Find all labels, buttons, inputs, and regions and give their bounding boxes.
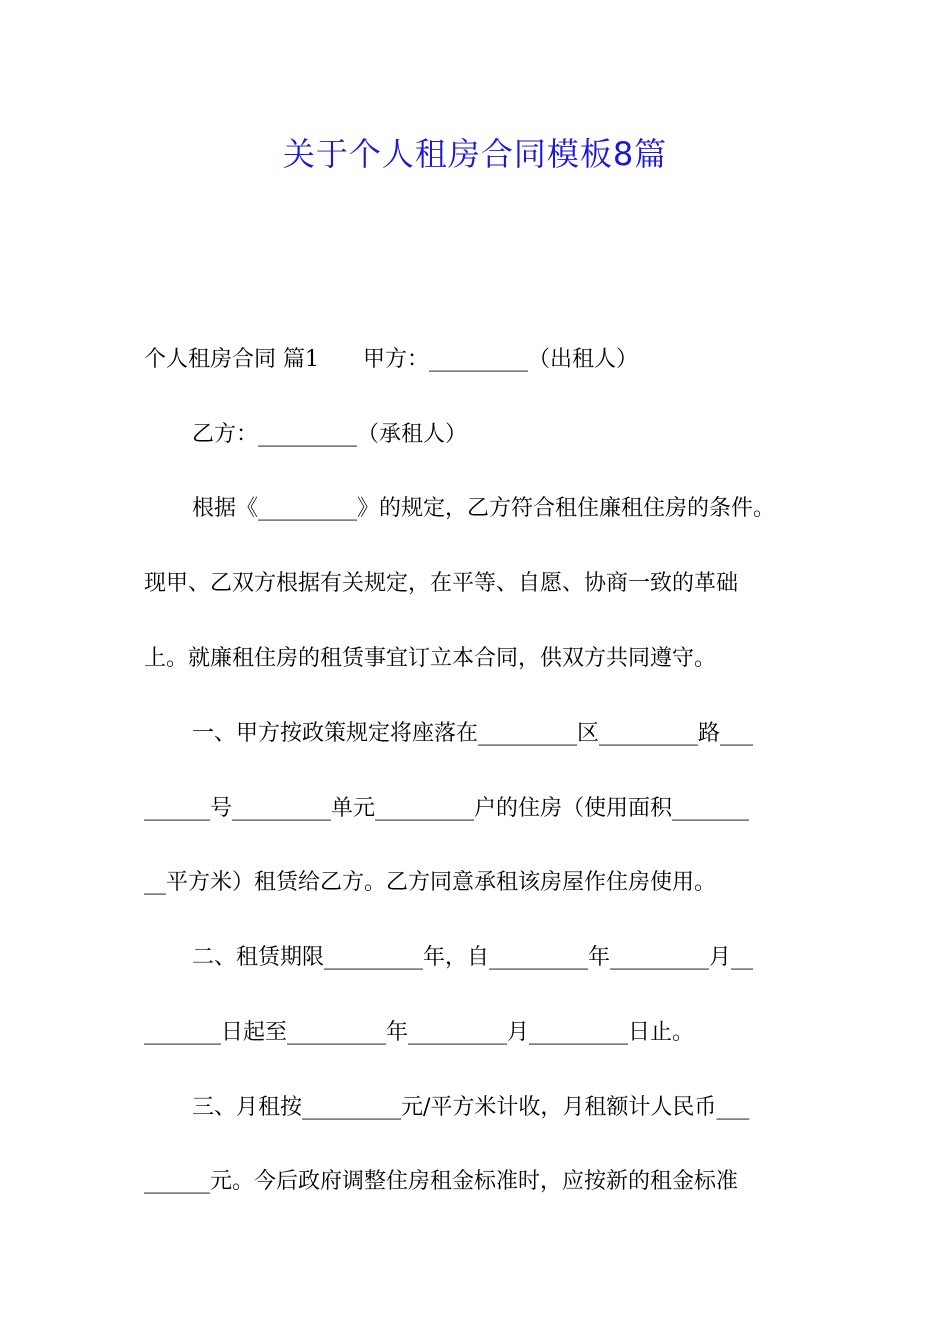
contract-heading-line [144, 345, 824, 375]
document-title: 关于个人租房合同模板8篇 [282, 135, 668, 173]
paragraph-line: 三、月租按_________元/平方米计收，月租额计人民币___ [192, 1095, 750, 1120]
paragraph-line: 一、甲方按政策规定将座落在_________区_________路___ [192, 721, 754, 746]
paragraph-line: 根据《_________》的规定，乙方符合租住廉租住房的条件。 [192, 496, 776, 521]
paragraph-line: ______号_________单元_________户的住房（使用面积_______ [144, 796, 750, 821]
paragraph-line: 上。就廉租住房的租赁事宜订立本合同，供双方共同遵守。 [144, 646, 717, 671]
paragraph-line: 二、租赁期限_________年，自_________年_________月__ [192, 945, 754, 970]
contract-section-label: 个人租房合同 篇1 [144, 347, 319, 372]
party-b-line: 乙方：_________（承租人） [192, 422, 468, 447]
paragraph-line: _______日起至_________年_________月_________日止。 [144, 1020, 695, 1045]
paragraph-line: __平方米）租赁给乙方。乙方同意承租该房屋作住房使用。 [144, 870, 717, 895]
paragraph-line: ______元。今后政府调整住房租金标准时，应按新的租金标准 [144, 1169, 739, 1194]
paragraph-line: 现甲、乙双方根据有关规定，在平等、自愿、协商一致的革础 [144, 571, 739, 596]
party-a-line: 甲方：_________（出租人） [363, 347, 639, 372]
